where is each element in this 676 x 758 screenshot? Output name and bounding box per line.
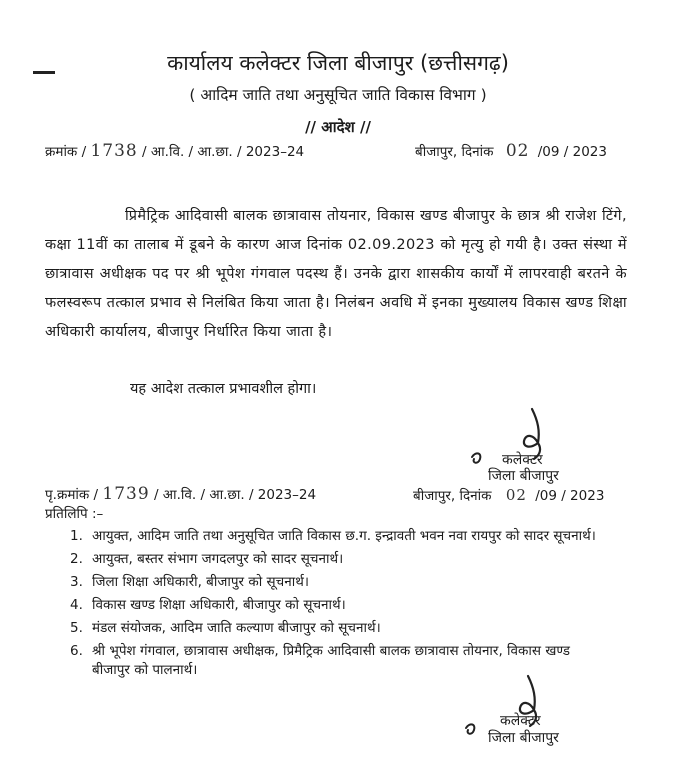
copy-to-label: प्रतिलिपि :– — [45, 506, 104, 522]
place-date-label: बीजापुर, दिनांक — [415, 144, 494, 160]
order-body — [45, 202, 627, 347]
copy-list — [70, 527, 610, 680]
list-item: 4. विकास खण्ड शिक्षा अधिकारी, बीजापुर को सूचनार्थ। — [70, 597, 346, 613]
order-day-handwritten: 02 — [505, 141, 530, 161]
order-number-handwritten: 1738 — [90, 141, 138, 161]
office-title: कार्यालय कलेक्टर जिला बीजापुर (छत्तीसगढ़) — [167, 51, 509, 75]
order-place-date — [415, 141, 607, 161]
endorsement-number-suffix: / आ.वि. / आ.छा. / 2023–24 — [153, 487, 317, 503]
endorsement-number-line — [45, 484, 316, 504]
order-paragraph: प्रिमैट्रिक आदिवासी बालक छात्रावास तोयनार, विकास खण्ड बीजापुर के छात्र श्री राजेश टिंगे, कक्षा 11वीं का तालाब में डूबने के कारण आज दिनांक 02.09.2023 को मृत्यु हो गयी है। उक्त संस्था में छात्रावास अधीक्षक पद पर श्री भूपेश गंगवाल पदस्थ हैं। उनके द्वारा शासकीय कार्यों में लापरवाही बरतने के फलस्वरूप तत्काल प्रभाव से निलंबित किया जाता है। निलंबन अवधि में इनका मुख्यालय विकास खण्ड शिक्षा अधिकारी कार्यालय, बीजापुर निर्धारित किया जाता है। — [45, 208, 627, 340]
collector-district: जिला बीजापुर — [488, 468, 559, 484]
order-number-line — [45, 141, 304, 161]
endorsement-place-date — [413, 486, 604, 504]
collector-district: जिला बीजापुर — [488, 730, 559, 746]
endorsement-place-date-label: बीजापुर, दिनांक — [413, 488, 492, 504]
list-item: 3. जिला शिक्षा अधिकारी, बीजापुर को सूचनार्थ। — [70, 574, 309, 590]
collector-designation: कलेक्टर — [502, 452, 543, 468]
collector-designation: कलेक्टर — [500, 713, 541, 729]
order-heading: // आदेश // — [305, 118, 371, 136]
endorsement-day-handwritten: 02 — [505, 486, 527, 504]
order-number-prefix: क्रमांक / — [45, 144, 87, 160]
endorsement-number-handwritten: 1739 — [102, 484, 150, 504]
order-number-suffix: / आ.वि. / आ.छा. / 2023–24 — [142, 144, 305, 160]
order-month-year: /09 / 2023 — [537, 144, 607, 160]
list-item: 6. श्री भूपेश गंगवाल, छात्रावास अधीक्षक, प्रिमैट्रिक आदिवासी बालक छात्रावास तोयनार, विकास खण्ड बीजापुर को पालनार्थ। — [70, 643, 570, 678]
department-subtitle: ( आदिम जाति तथा अनुसूचित जाति विकास विभाग ) — [189, 86, 487, 104]
endorsement-number-prefix: पृ.क्रमांक / — [45, 487, 99, 503]
list-item: 5. मंडल संयोजक, आदिम जाति कल्याण बीजापुर को सूचनार्थ। — [70, 620, 381, 636]
effect-line: यह आदेश तत्काल प्रभावशील होगा। — [130, 381, 317, 397]
list-item: 2. आयुक्त, बस्तर संभाग जगदलपुर को सादर सूचनार्थ। — [70, 551, 344, 567]
endorsement-month-year: /09 / 2023 — [535, 488, 605, 504]
list-item: 1. आयुक्त, आदिम जाति तथा अनुसूचित जाति विकास छ.ग. इन्द्रावती भवन नवा रायपुर को सादर सूचनार्थ। — [70, 528, 596, 544]
